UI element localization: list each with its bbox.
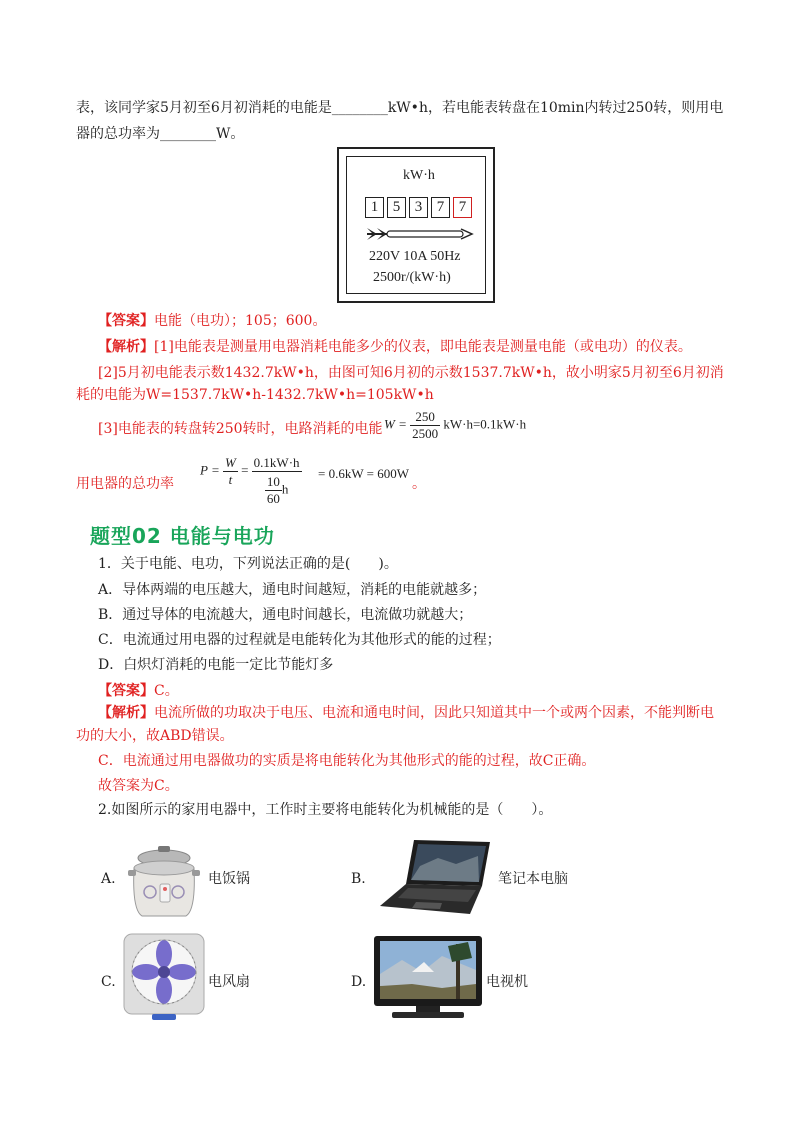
- q1-option-c: C．电流通过用电器的过程就是电能转化为其他形式的能的过程；: [98, 632, 501, 648]
- laptop-image: [378, 836, 494, 918]
- formula-rhs: kW·h=0.1kW·h: [443, 416, 527, 432]
- rice-cooker-image: [124, 840, 206, 922]
- meter-digit: 1: [365, 197, 384, 218]
- answer-tag: 【答案】: [98, 683, 154, 699]
- formula-denominator: 2500: [412, 426, 439, 441]
- formula-power-result: = 0.6kW = 600W: [318, 466, 409, 481]
- answer-tag: 【答案】: [98, 313, 154, 329]
- q2-option-a-letter: A.: [101, 871, 116, 887]
- formula-end: 。: [412, 476, 426, 492]
- q1-stem: 1．关于电能、电功，下列说法正确的是( )。: [98, 556, 398, 572]
- analysis-text: 电流所做的功取决于电压、电流和通电时间，因此只知道其中一个或两个因素，不能判断电: [154, 705, 714, 721]
- formula-t: t: [228, 472, 233, 487]
- answer-1: [98, 311, 326, 331]
- intro-line-1: 表，该同学家5月初至6月初消耗的电能是________kW•h，若电能表转盘在10min内转过250转，则用电: [76, 100, 724, 116]
- meter-digit-last: 7: [453, 197, 472, 218]
- meter-unit: kW·h: [403, 168, 435, 183]
- answer-text: C。: [154, 683, 179, 699]
- meter-spec-2: 2500r/(kW·h): [373, 270, 451, 285]
- formula-sub-den: 60: [266, 491, 280, 506]
- q1-analysis-line-2: 功的大小，故ABD错误。: [76, 728, 234, 744]
- analysis-1-line-2: [2]5月初电能表示数1432.7kW•h，由图可知6月初的示数1537.7kW•h，故小明家5月初至6月初消: [98, 365, 724, 381]
- formula-sub-num: 10: [266, 474, 280, 489]
- formula-power: [200, 455, 302, 507]
- analysis-tag: 【解析】: [98, 705, 154, 721]
- analysis-1-line-3: 耗的电能为W=1537.7kW•h-1432.7kW•h=105kW•h: [76, 387, 434, 403]
- q2-option-d-letter: D.: [351, 974, 367, 990]
- meter-spec-1: 220V 10A 50Hz: [369, 249, 461, 264]
- q2-option-d-label: 电视机: [486, 974, 528, 990]
- formula-equals: =: [241, 462, 249, 478]
- electric-meter: [337, 147, 495, 303]
- q1-option-a: A．导体两端的电压越大，通电时间越短，消耗的电能就越多；: [98, 582, 487, 598]
- q2-option-a-label: 电饭锅: [208, 871, 250, 887]
- answer-text: 电能（电功）；105；600。: [154, 313, 327, 329]
- q1-analysis-line-3: C．电流通过用电器做功的实质是将电能转化为其他形式的能的过程，故C正确。: [98, 753, 596, 769]
- q2-option-c-label: 电风扇: [208, 974, 250, 990]
- formula-num-2: 0.1kW·h: [253, 455, 300, 470]
- q1-option-d: D．白炽灯消耗的电能一定比节能灯多: [98, 657, 334, 673]
- electric-fan-image: [122, 932, 206, 1022]
- q2-option-b-letter: B.: [351, 871, 366, 887]
- meter-digit: 3: [409, 197, 428, 218]
- analysis-tag: 【解析】: [98, 339, 154, 355]
- q2-option-c-letter: C.: [101, 974, 116, 990]
- q1-answer: [98, 681, 179, 701]
- formula-hour: h: [281, 481, 289, 497]
- intro-line-2: 器的总功率为________W。: [76, 126, 245, 142]
- television-image: [372, 934, 484, 1020]
- formula-lhs: W =: [384, 416, 407, 432]
- formula-energy: [384, 409, 526, 442]
- analysis-text: [1]电能表是测量用电器消耗电能多少的仪表，即电能表是测量电能（或电功）的仪表。: [154, 339, 692, 355]
- q1-option-b: B．通过导体的电流越大，通电时间越长，电流做功就越大；: [98, 607, 473, 623]
- q2-option-b-label: 笔记本电脑: [498, 871, 568, 887]
- q2-stem: 2.如图所示的家用电器中，工作时主要将电能转化为机械能的是（ ）。: [98, 802, 553, 818]
- analysis-1-line-1: [98, 337, 692, 357]
- q1-analysis-line-1: [98, 703, 714, 723]
- meter-digit: 5: [387, 197, 406, 218]
- analysis-1-line-4-prefix: [3]电能表的转盘转250转时，电路消耗的电能: [98, 421, 383, 437]
- formula-w: W: [224, 455, 236, 470]
- formula-p: P =: [200, 462, 220, 478]
- section-heading: 题型02 电能与电功: [90, 524, 275, 548]
- q1-analysis-line-4: 故答案为C。: [98, 778, 179, 794]
- formula-numerator: 250: [410, 409, 440, 426]
- analysis-1-line-5-prefix: 用电器的总功率: [76, 476, 174, 492]
- meter-disc-arrow-icon: [365, 227, 475, 241]
- meter-digit: 7: [431, 197, 450, 218]
